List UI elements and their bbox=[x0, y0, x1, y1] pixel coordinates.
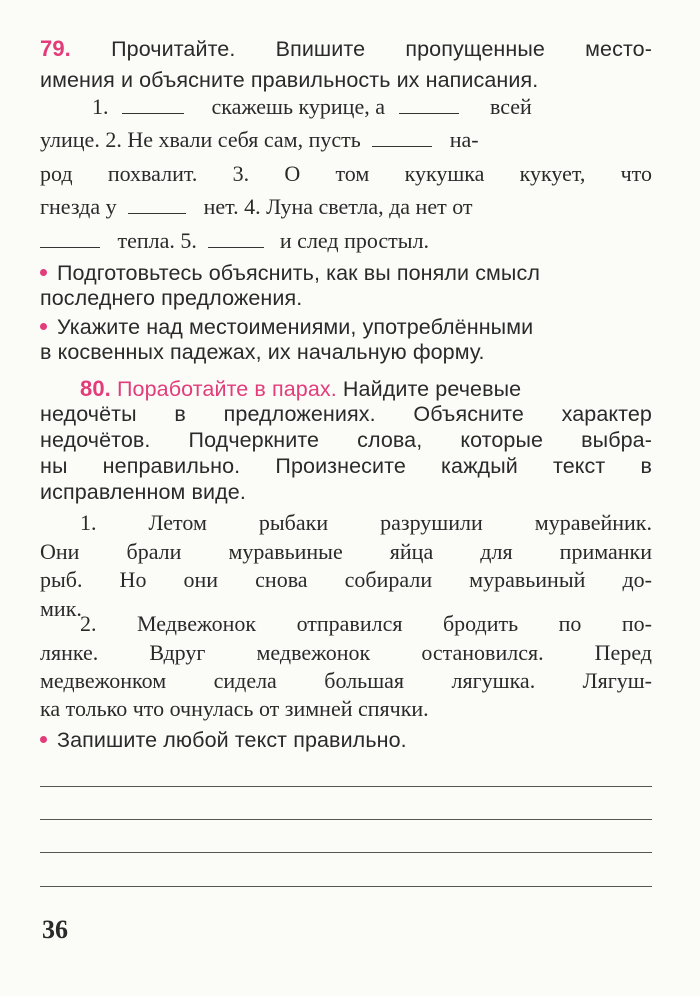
writing-line[interactable] bbox=[40, 852, 652, 853]
blank-field[interactable] bbox=[399, 99, 459, 114]
exercise-80-number: 80. bbox=[80, 376, 111, 401]
exercise-79-text-line-3: род похвалит. 3. О том кукушка кукует, что bbox=[40, 161, 652, 186]
exercise-80-task-line-5: исправленном виде. bbox=[40, 480, 246, 504]
exercise-80-task-line-1: 80. Поработайте в парах. Найдите речевые bbox=[80, 376, 522, 401]
exercise-79-number: 79. bbox=[40, 36, 71, 61]
bullet-icon bbox=[40, 323, 47, 330]
exercise-79-bullet-1-line-1: Подготовьтесь объяснить, как вы поняли смысл bbox=[40, 261, 652, 286]
exercise-79-task-line-1: 79. Прочитайте. Впишите пропущенные место- bbox=[40, 36, 652, 61]
blank-field[interactable] bbox=[208, 233, 264, 248]
exercise-80-text-1-line-2: Они брали муравьиные яйца для приманки bbox=[40, 539, 652, 564]
exercise-79-task-line-2: имения и объясните правильность их написания. bbox=[40, 68, 539, 92]
exercise-80-text-2-line-3: медвежонком сидела большая лягушка. Лягуш- bbox=[40, 668, 652, 693]
exercise-80-task-line-4: ны неправильно. Произнесите каждый текст в bbox=[40, 454, 652, 478]
exercise-80-task-line-3: недочётов. Подчеркните слова, которые выбра- bbox=[40, 428, 652, 452]
exercise-80-bullet-task: Запишите любой текст правильно. bbox=[40, 728, 652, 753]
exercise-80-text-1-line-3: рыб. Но они снова собирали муравьиный до- bbox=[40, 567, 652, 592]
page-number: 36 bbox=[42, 915, 68, 944]
exercise-79-bullet-1-line-2: последнего предложения. bbox=[40, 286, 303, 310]
exercise-79-bullet-2-line-2: в косвенных падежах, их начальную форму. bbox=[40, 340, 485, 364]
bullet-icon bbox=[40, 269, 47, 276]
exercise-79-bullet-2-line-1: Укажите над местоимениями, употреблёнными bbox=[40, 315, 652, 340]
exercise-80-text-2-line-1: 2. Медвежонок отправился бродить по по- bbox=[80, 611, 652, 636]
exercise-79-text-line-2: улице. 2. Не хвали себя сам, пусть на- bbox=[40, 127, 479, 152]
blank-field[interactable] bbox=[40, 233, 100, 248]
bullet-icon bbox=[40, 736, 47, 743]
exercise-80-text-2-line-4: ка только что очнулась от зимней спячки. bbox=[40, 696, 429, 721]
writing-line[interactable] bbox=[40, 886, 652, 887]
exercise-80-text-1-line-4: мик. bbox=[40, 596, 82, 621]
exercise-80-text-2-line-2: лянке. Вдруг медвежонок остановился. Перед bbox=[40, 640, 652, 665]
exercise-79-text-line-5: тепла. 5. и след простыл. bbox=[40, 228, 652, 254]
exercise-80-task-line-2: недочёты в предложениях. Объясните характер bbox=[40, 402, 652, 426]
exercise-79-text-line-1: 1. скажешь курице, а всей bbox=[92, 94, 532, 119]
pair-work-label: Поработайте в парах. bbox=[116, 377, 337, 401]
writing-line[interactable] bbox=[40, 786, 652, 787]
blank-field[interactable] bbox=[128, 199, 186, 214]
exercise-80-text-1-line-1: 1. Летом рыбаки разрушили муравейник. bbox=[80, 510, 652, 535]
writing-line[interactable] bbox=[40, 819, 652, 820]
exercise-79-text-line-4: гнезда у нет. 4. Луна светла, да нет от bbox=[40, 194, 473, 219]
blank-field[interactable] bbox=[372, 132, 432, 147]
blank-field[interactable] bbox=[122, 99, 184, 114]
